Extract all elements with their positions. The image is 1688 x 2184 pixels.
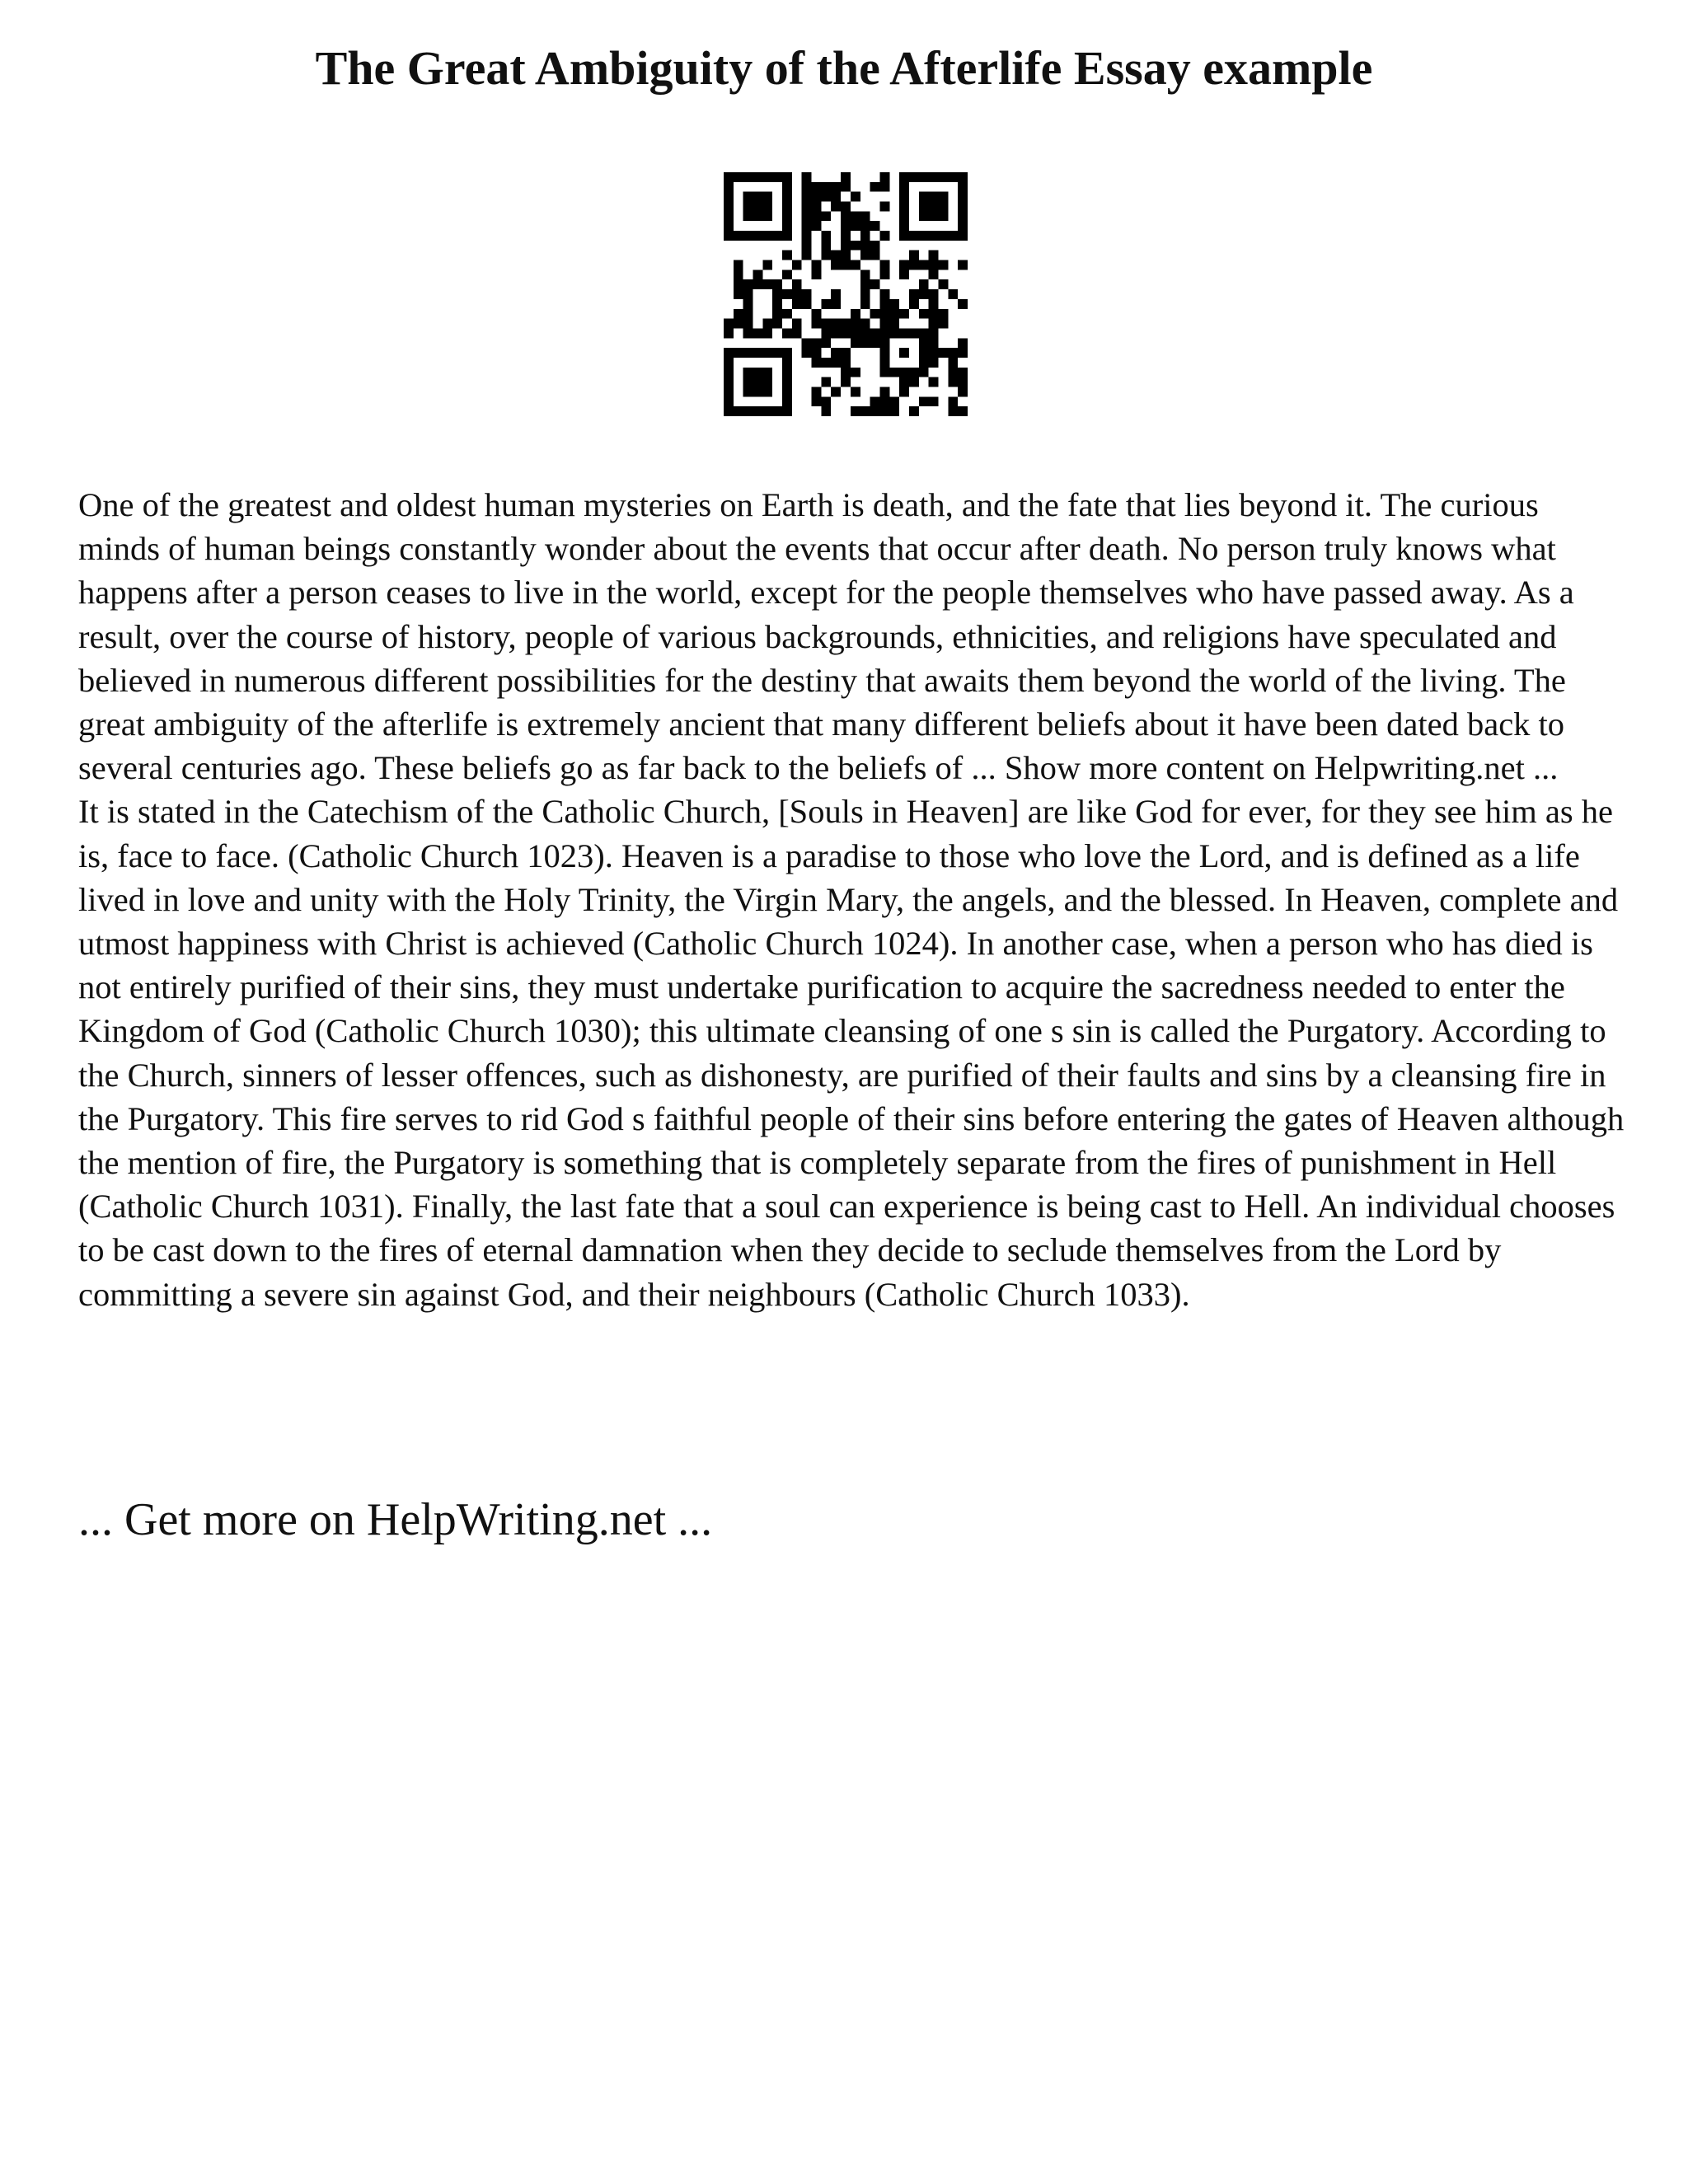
get-more-link[interactable]: ... Get more on HelpWriting.net ... — [78, 1494, 713, 1545]
essay-body — [78, 483, 1628, 1316]
qr-code-icon — [724, 172, 968, 416]
essay-paragraph-2: It is stated in the Catechism of the Catholic Church, [Souls in Heaven] are like God for ever, for they see him as he is, face to face. (Catholic Church 1023). Heaven is a paradise to those who love the Lord, and is defined as a life lived in love and unity with the Holy Trinity, the Virgin Mary, the angels, and the blessed. In Heaven, complete and utmost happiness with Christ is achieved (Catholic Church 1024). In another case, when a person who has died is not entirely purified of their sins, they must undertake purification to acquire the sacredness needed to enter the Kingdom of God (Catholic Church 1030); this ultimate cleansing of one s sin is called the Purgatory. According to the Church, sinners of lesser offences, such as dishonesty, are purified of their faults and sins by a cleansing fire in the Purgatory. This fire serves to rid God s faithful people of their sins before entering the gates of Heaven although the mention of fire, the Purgatory is something that is completely separate from the fires of punishment in Hell (Catholic Church 1031). Finally, the last fate that a soul can experience is being cast to Hell. An individual chooses to be cast down to the fires of eternal damnation when they decide to seclude themselves from the Lord by committing a severe sin against God, and their neighbours (Catholic Church 1033). — [78, 793, 1625, 1313]
document-title: The Great Ambiguity of the Afterlife Essay example — [315, 41, 1373, 95]
essay-paragraph-1: One of the greatest and oldest human mysteries on Earth is death, and the fate that lies beyond it. The curious minds of human beings constantly wonder about the events that occur after death. No person truly knows what happens after a person ceases to live in the world, except for the people themselves who have passed away. As a result, over the course of history, people of various backgrounds, ethnicities, and religions have speculated and believed in numerous different possibilities for the destiny that awaits them beyond the world of the living. The great ambiguity of the afterlife is extremely ancient that many different beliefs about it have been dated back to several centuries ago. These beliefs go as far back to the beliefs of ... Show more content on Helpwriting.net ... — [78, 486, 1574, 787]
